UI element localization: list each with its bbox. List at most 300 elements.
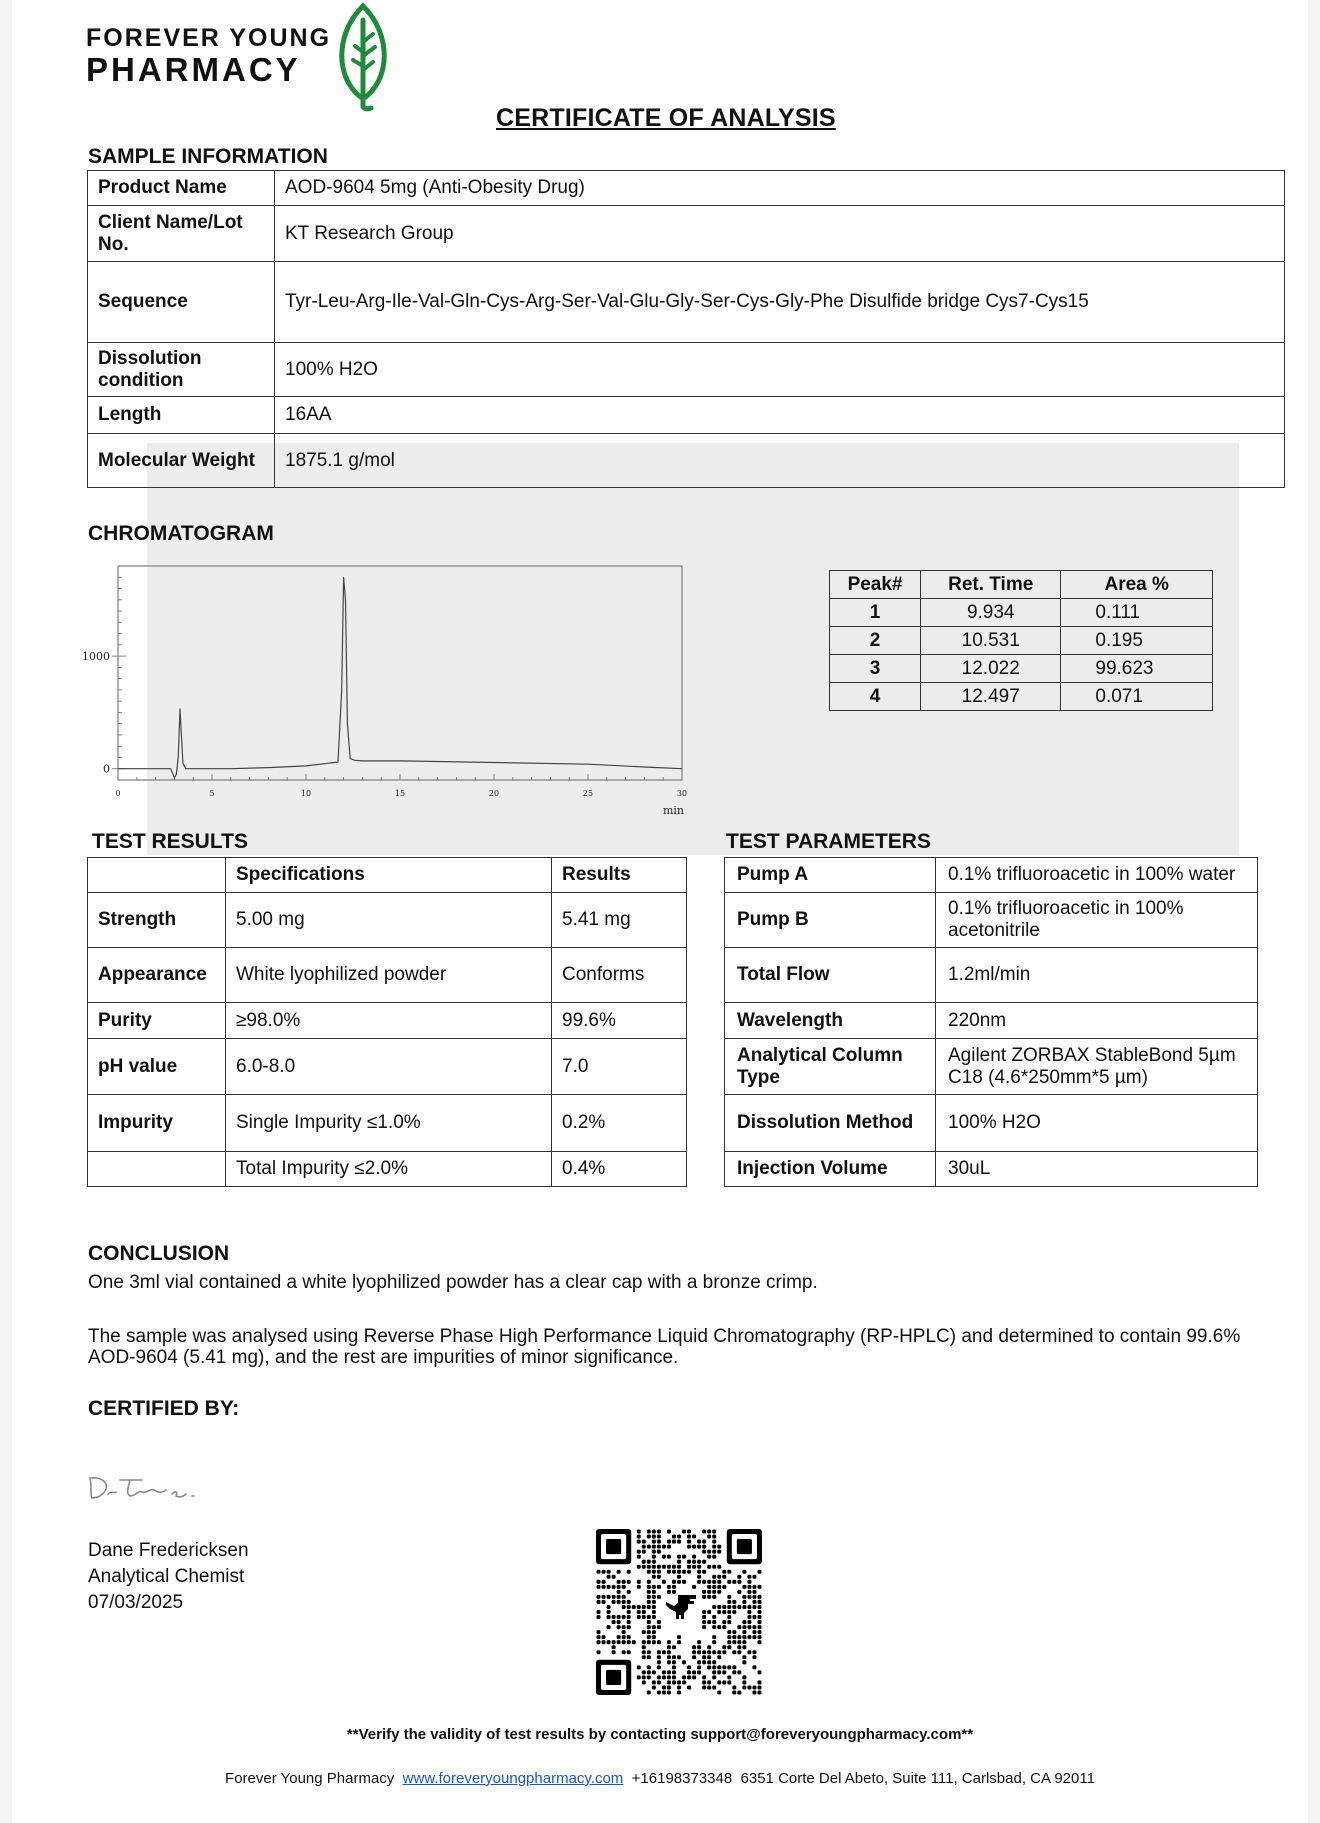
qr-module <box>642 1560 646 1564</box>
qr-module <box>627 1625 631 1629</box>
x-tick-label: 20 <box>488 789 500 798</box>
qr-module <box>727 1580 731 1584</box>
table-row <box>725 1039 1258 1095</box>
row-value: AOD-9604 5mg (Anti-Obesity Drug) <box>275 171 1285 206</box>
qr-module <box>752 1595 756 1599</box>
qr-module <box>707 1685 711 1689</box>
qr-module <box>702 1610 706 1614</box>
x-tick-label: 30 <box>676 789 688 798</box>
table-row <box>725 1095 1258 1152</box>
qr-module <box>642 1630 646 1634</box>
qr-module <box>697 1665 701 1669</box>
qr-module <box>707 1645 711 1649</box>
qr-module <box>617 1625 621 1629</box>
qr-module <box>622 1585 626 1589</box>
qr-module <box>682 1530 686 1534</box>
qr-module <box>612 1650 616 1654</box>
qr-module <box>697 1570 701 1574</box>
qr-module <box>627 1640 631 1644</box>
qr-module <box>647 1585 651 1589</box>
qr-module <box>672 1670 676 1674</box>
qr-module <box>677 1540 681 1544</box>
qr-module <box>747 1585 751 1589</box>
qr-module <box>597 1585 601 1589</box>
qr-module <box>647 1595 651 1599</box>
row-label: Client Name/Lot No. <box>88 206 275 262</box>
qr-module <box>617 1570 621 1574</box>
qr-module <box>752 1585 756 1589</box>
qr-module <box>737 1640 741 1644</box>
qr-module <box>652 1545 656 1549</box>
qr-module <box>712 1545 716 1549</box>
qr-module <box>712 1565 716 1569</box>
qr-module <box>612 1585 616 1589</box>
sample-info-heading: SAMPLE INFORMATION <box>88 145 328 168</box>
table-cell: 0.111 <box>1061 599 1213 627</box>
qr-module <box>672 1660 676 1664</box>
qr-module <box>607 1595 611 1599</box>
qr-module <box>732 1610 736 1614</box>
qr-module <box>727 1610 731 1614</box>
qr-module <box>622 1625 626 1629</box>
qr-module <box>642 1680 646 1684</box>
table-cell: Agilent ZORBAX StableBond 5µm C18 (4.6*250mm*5 µm) <box>936 1039 1258 1095</box>
qr-module <box>667 1685 671 1689</box>
qr-module <box>647 1625 651 1629</box>
qr-module <box>692 1650 696 1654</box>
qr-module <box>722 1625 726 1629</box>
qr-module <box>627 1580 631 1584</box>
qr-module <box>652 1680 656 1684</box>
table-cell: Single Impurity ≤1.0% <box>226 1095 552 1152</box>
qr-module <box>737 1690 741 1694</box>
qr-module <box>637 1535 641 1539</box>
table-row <box>88 434 1285 488</box>
qr-module <box>652 1585 656 1589</box>
qr-module <box>697 1575 701 1579</box>
qr-module <box>757 1570 761 1574</box>
qr-module <box>682 1660 686 1664</box>
table-row <box>725 1003 1258 1039</box>
qr-module <box>667 1590 671 1594</box>
verify-notice: **Verify the validity of test results by contacting support@foreveryoungpharmacy.com** <box>346 1726 974 1743</box>
table-cell: 10.531 <box>921 627 1061 655</box>
x-tick-label: 10 <box>300 789 312 798</box>
qr-module <box>607 1625 611 1629</box>
qr-module <box>657 1640 661 1644</box>
qr-module <box>647 1665 651 1669</box>
qr-module <box>672 1535 676 1539</box>
test-parameters-heading: TEST PARAMETERS <box>726 830 931 853</box>
footer-company: Forever Young Pharmacy <box>225 1770 395 1787</box>
table-cell: Dissolution Method <box>725 1095 936 1152</box>
qr-module <box>712 1540 716 1544</box>
qr-module <box>747 1595 751 1599</box>
qr-module <box>667 1585 671 1589</box>
qr-module <box>597 1600 601 1604</box>
qr-module <box>667 1690 671 1694</box>
qr-module <box>757 1625 761 1629</box>
qr-module <box>702 1660 706 1664</box>
qr-module <box>642 1615 646 1619</box>
qr-module <box>702 1655 706 1659</box>
qr-module <box>757 1640 761 1644</box>
qr-module <box>637 1540 641 1544</box>
qr-module <box>642 1545 646 1549</box>
qr-module <box>657 1565 661 1569</box>
qr-module <box>747 1620 751 1624</box>
qr-module <box>627 1610 631 1614</box>
qr-module <box>742 1675 746 1679</box>
qr-module <box>747 1590 751 1594</box>
x-tick-label: 25 <box>582 789 594 798</box>
qr-module <box>717 1550 721 1554</box>
qr-module <box>692 1535 696 1539</box>
qr-module <box>652 1550 656 1554</box>
qr-module <box>647 1560 651 1564</box>
qr-module <box>652 1535 656 1539</box>
qr-module <box>657 1675 661 1679</box>
qr-module <box>697 1565 701 1569</box>
qr-module <box>622 1605 626 1609</box>
logo-line-2: PHARMACY <box>86 51 301 88</box>
qr-module <box>607 1570 611 1574</box>
qr-module <box>702 1580 706 1584</box>
qr-module <box>667 1680 671 1684</box>
qr-module <box>642 1565 646 1569</box>
qr-module <box>667 1670 671 1674</box>
qr-module <box>652 1595 656 1599</box>
table-cell: 0.2% <box>552 1095 687 1152</box>
qr-module <box>737 1575 741 1579</box>
signer-role: Analytical Chemist <box>88 1566 245 1587</box>
qr-module <box>677 1680 681 1684</box>
table-row <box>88 1039 687 1095</box>
qr-module <box>752 1655 756 1659</box>
qr-module <box>617 1590 621 1594</box>
qr-module <box>657 1680 661 1684</box>
qr-module <box>622 1640 626 1644</box>
qr-module <box>702 1625 706 1629</box>
qr-module <box>657 1690 661 1694</box>
qr-module <box>727 1630 731 1634</box>
qr-module <box>697 1560 701 1564</box>
qr-module <box>727 1620 731 1624</box>
qr-module <box>652 1565 656 1569</box>
qr-module <box>607 1585 611 1589</box>
qr-module <box>647 1570 651 1574</box>
table-cell: 4 <box>830 683 921 711</box>
qr-module <box>707 1595 711 1599</box>
table-cell: 0.4% <box>552 1152 687 1187</box>
qr-module <box>647 1590 651 1594</box>
qr-module <box>612 1640 616 1644</box>
qr-module <box>737 1645 741 1649</box>
qr-module <box>722 1645 726 1649</box>
qr-module <box>662 1685 666 1689</box>
qr-module <box>717 1665 721 1669</box>
qr-module <box>632 1605 636 1609</box>
row-value: KT Research Group <box>275 206 1285 262</box>
table-cell: 0.1% trifluoroacetic in 100% water <box>936 858 1258 893</box>
qr-module <box>757 1690 761 1694</box>
qr-module <box>742 1630 746 1634</box>
qr-module <box>657 1620 661 1624</box>
qr-module <box>747 1580 751 1584</box>
qr-module <box>737 1670 741 1674</box>
table-cell: White lyophilized powder <box>226 948 552 1003</box>
qr-module <box>742 1685 746 1689</box>
table-cell: 99.623 <box>1061 655 1213 683</box>
qr-module <box>752 1575 756 1579</box>
qr-module <box>652 1530 656 1534</box>
qr-module <box>757 1585 761 1589</box>
qr-module <box>607 1605 611 1609</box>
qr-module <box>652 1630 656 1634</box>
qr-module <box>702 1540 706 1544</box>
qr-module <box>692 1655 696 1659</box>
qr-module <box>732 1685 736 1689</box>
qr-module <box>742 1640 746 1644</box>
qr-module <box>692 1565 696 1569</box>
qr-module <box>652 1600 656 1604</box>
qr-module <box>672 1585 676 1589</box>
qr-module <box>727 1665 731 1669</box>
table-row <box>830 683 1213 711</box>
table-row <box>88 206 1285 262</box>
qr-module <box>717 1605 721 1609</box>
qr-module <box>627 1615 631 1619</box>
page-edge-left <box>0 0 12 1823</box>
qr-module <box>742 1660 746 1664</box>
qr-module <box>642 1645 646 1649</box>
qr-module <box>657 1665 661 1669</box>
column-header: Peak# <box>830 571 921 599</box>
qr-module <box>652 1640 656 1644</box>
qr-module <box>617 1585 621 1589</box>
table-cell: 1 <box>830 599 921 627</box>
qr-module <box>657 1660 661 1664</box>
table-row <box>88 171 1285 206</box>
document-title: CERTIFICATE OF ANALYSIS <box>496 104 836 132</box>
qr-module <box>687 1545 691 1549</box>
qr-module <box>627 1570 631 1574</box>
qr-module <box>672 1680 676 1684</box>
table-row <box>830 627 1213 655</box>
qr-code <box>596 1529 762 1695</box>
qr-module <box>717 1655 721 1659</box>
qr-module <box>672 1580 676 1584</box>
qr-module <box>612 1575 616 1579</box>
qr-module <box>722 1650 726 1654</box>
qr-module <box>697 1580 701 1584</box>
qr-module <box>642 1640 646 1644</box>
qr-finder-core <box>606 1670 621 1685</box>
qr-module <box>732 1580 736 1584</box>
qr-finder-core <box>737 1539 752 1554</box>
table-cell: 0.1% trifluoroacetic in 100% acetonitrile <box>936 893 1258 948</box>
qr-module <box>742 1680 746 1684</box>
qr-module <box>707 1580 711 1584</box>
qr-module <box>647 1640 651 1644</box>
qr-module <box>737 1635 741 1639</box>
qr-module <box>647 1580 651 1584</box>
qr-module <box>712 1535 716 1539</box>
logo-line-1: FOREVER YOUNG <box>86 24 332 52</box>
qr-module <box>617 1600 621 1604</box>
table-row <box>725 893 1258 948</box>
qr-module <box>667 1660 671 1664</box>
qr-module <box>607 1640 611 1644</box>
qr-module <box>707 1530 711 1534</box>
qr-module <box>722 1670 726 1674</box>
qr-module <box>747 1650 751 1654</box>
qr-module <box>682 1570 686 1574</box>
qr-module <box>647 1670 651 1674</box>
qr-module <box>692 1645 696 1649</box>
qr-module <box>602 1595 606 1599</box>
table-cell: 12.497 <box>921 683 1061 711</box>
qr-module <box>712 1615 716 1619</box>
qr-module <box>752 1615 756 1619</box>
qr-module <box>637 1615 641 1619</box>
qr-module <box>652 1610 656 1614</box>
qr-module <box>682 1555 686 1559</box>
qr-module <box>692 1585 696 1589</box>
qr-module <box>707 1590 711 1594</box>
qr-module <box>677 1685 681 1689</box>
qr-module <box>717 1545 721 1549</box>
qr-module <box>727 1600 731 1604</box>
qr-module <box>722 1610 726 1614</box>
table-row <box>88 397 1285 434</box>
qr-module <box>657 1595 661 1599</box>
table-cell: Total Flow <box>725 948 936 1003</box>
qr-module <box>652 1635 656 1639</box>
table-cell: 220nm <box>936 1003 1258 1039</box>
qr-module <box>622 1635 626 1639</box>
qr-module <box>742 1600 746 1604</box>
qr-module <box>617 1640 621 1644</box>
qr-module <box>732 1690 736 1694</box>
qr-module <box>682 1675 686 1679</box>
table-cell: Pump A <box>725 858 936 893</box>
qr-module <box>657 1575 661 1579</box>
column-header: Area % <box>1061 571 1213 599</box>
qr-module <box>667 1655 671 1659</box>
qr-module <box>702 1675 706 1679</box>
table-cell: pH value <box>88 1039 226 1095</box>
page-edge-right <box>1308 0 1320 1823</box>
qr-module <box>672 1540 676 1544</box>
qr-module <box>637 1530 641 1534</box>
table-row <box>88 1095 687 1152</box>
signature-date: 07/03/2025 <box>88 1592 184 1613</box>
qr-module <box>717 1590 721 1594</box>
qr-module <box>702 1685 706 1689</box>
qr-module <box>627 1600 631 1604</box>
qr-module <box>757 1620 761 1624</box>
qr-module <box>717 1585 721 1589</box>
qr-module <box>752 1635 756 1639</box>
qr-module <box>702 1595 706 1599</box>
qr-module <box>722 1665 726 1669</box>
qr-module <box>747 1615 751 1619</box>
footer-phone: +16198373348 <box>631 1770 733 1787</box>
table-cell: 12.022 <box>921 655 1061 683</box>
qr-module <box>747 1635 751 1639</box>
qr-module <box>707 1620 711 1624</box>
qr-module <box>652 1670 656 1674</box>
qr-module <box>692 1555 696 1559</box>
qr-module <box>637 1580 641 1584</box>
qr-module <box>732 1635 736 1639</box>
qr-module <box>602 1635 606 1639</box>
qr-module <box>627 1590 631 1594</box>
table-cell: Appearance <box>88 948 226 1003</box>
qr-module <box>647 1635 651 1639</box>
dinosaur-icon <box>666 1595 696 1619</box>
qr-module <box>757 1595 761 1599</box>
test-results-table <box>87 857 687 1187</box>
qr-module <box>622 1600 626 1604</box>
qr-module <box>757 1630 761 1634</box>
qr-module <box>707 1555 711 1559</box>
qr-module <box>702 1560 706 1564</box>
qr-module <box>702 1570 706 1574</box>
qr-module <box>657 1535 661 1539</box>
qr-module <box>687 1570 691 1574</box>
table-cell: ≥98.0% <box>226 1003 552 1039</box>
qr-module <box>687 1670 691 1674</box>
table-row <box>88 1152 687 1187</box>
website-link[interactable]: www.foreveryoungpharmacy.com <box>402 1770 624 1787</box>
qr-module <box>752 1600 756 1604</box>
qr-module <box>752 1665 756 1669</box>
conclusion-paragraph-1: One 3ml vial contained a white lyophilized powder has a clear cap with a bronze crimp. <box>88 1272 818 1293</box>
qr-module <box>717 1575 721 1579</box>
qr-module <box>722 1575 726 1579</box>
qr-module <box>712 1620 716 1624</box>
qr-module <box>677 1575 681 1579</box>
qr-module <box>712 1650 716 1654</box>
qr-module <box>637 1675 641 1679</box>
signer-name: Dane Fredericksen <box>88 1540 249 1561</box>
table-row <box>725 1152 1258 1187</box>
qr-module <box>657 1625 661 1629</box>
qr-module <box>717 1680 721 1684</box>
qr-module <box>677 1555 681 1559</box>
qr-module <box>677 1535 681 1539</box>
qr-module <box>672 1570 676 1574</box>
row-label: Product Name <box>88 171 275 206</box>
qr-module <box>687 1560 691 1564</box>
qr-module <box>717 1565 721 1569</box>
qr-module <box>722 1605 726 1609</box>
x-tick-label: 5 <box>209 789 215 798</box>
qr-module <box>652 1575 656 1579</box>
qr-module <box>717 1690 721 1694</box>
qr-module <box>622 1580 626 1584</box>
qr-module <box>707 1650 711 1654</box>
qr-module <box>702 1650 706 1654</box>
qr-module <box>667 1650 671 1654</box>
qr-module <box>612 1620 616 1624</box>
qr-module <box>637 1565 641 1569</box>
qr-module <box>672 1590 676 1594</box>
qr-module <box>652 1560 656 1564</box>
qr-module <box>652 1605 656 1609</box>
